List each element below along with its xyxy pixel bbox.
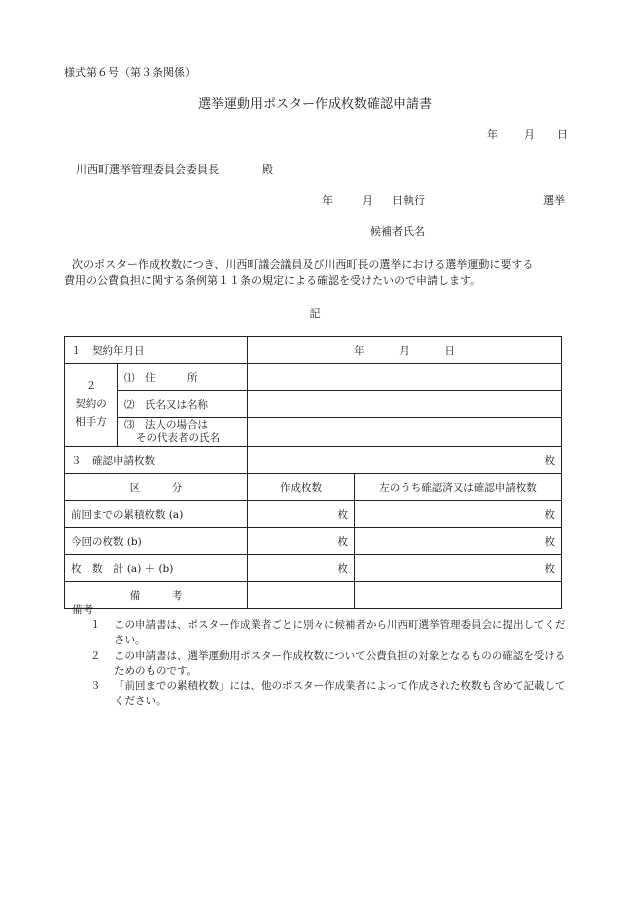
party-name-label: ⑵ 氏名又は名称 <box>118 391 248 418</box>
notes-heading: 備考 <box>72 604 93 616</box>
party-group-label2: 相手方 <box>75 415 107 428</box>
table-row <box>65 555 562 582</box>
confirmation-table <box>64 336 562 609</box>
col-produced-header: 作成枚数 <box>248 474 355 501</box>
addressee: 川西町選挙管理委員会委員長 <box>76 163 219 176</box>
column-header-row <box>65 474 562 501</box>
contract-date-row <box>65 337 562 364</box>
row-label: 枚 数 計 (a) ＋ (b) <box>65 555 248 582</box>
table-row <box>65 501 562 528</box>
note-text: この申請書は、選挙運動用ポスター作成枚数について公費負担の対象となるものの確認を受けるためのものです。 <box>114 649 566 677</box>
party-representative-field[interactable] <box>248 418 562 447</box>
body-paragraph-line1: 次のポスター作成枚数につき、川西町議会議員及び川西町長の選挙における選挙運動に要する <box>72 258 534 271</box>
note-text: この申請書は、ポスター作成業者ごとに別々に候補者から川西町選挙管理委員会に提出してください。 <box>114 619 566 647</box>
party-group-label1: 契約の <box>75 398 107 411</box>
produced-count-field[interactable]: 枚 <box>248 555 355 582</box>
confirmed-count-field[interactable]: 枚 <box>355 528 562 555</box>
form-number: 様式第６号（第３条関係） <box>64 66 196 79</box>
document-title: 選挙運動用ポスター作成枚数確認申請書 <box>197 97 432 112</box>
contract-date-label: １ 契約年月日 <box>65 337 248 364</box>
col-confirmed-header: 左のうち確認済又は確認申請枚数 <box>355 474 562 501</box>
party-name-row <box>65 391 562 418</box>
contract-date-year: 年 <box>354 344 365 357</box>
body-paragraph-line2: 費用の公費負担に関する条例第１１条の規定による確認を受けたいので申請します。 <box>64 274 482 287</box>
date-day: 日 <box>557 128 568 141</box>
contract-date-field[interactable] <box>248 337 562 364</box>
remarks-label: 備 考 <box>65 582 248 609</box>
date-year: 年 <box>487 128 498 141</box>
party-address-row <box>65 364 562 391</box>
note-number: ２ <box>90 649 101 662</box>
note-item <box>90 618 572 648</box>
election-month: 月 <box>362 194 373 207</box>
note-number: ３ <box>90 680 101 693</box>
confirm-count-label: ３ 確認申請枚数 <box>65 447 248 474</box>
confirm-count-field[interactable]: 枚 <box>248 447 562 474</box>
produced-count-field[interactable]: 枚 <box>248 501 355 528</box>
note-item <box>90 679 572 709</box>
row-label: 前回までの累積枚数 (a) <box>65 501 248 528</box>
contract-party-group <box>65 364 118 447</box>
contract-date-day: 日 <box>444 344 455 357</box>
rep-label-line1: ⑶ 法人の場合は <box>124 418 208 431</box>
candidate-name-label: 候補者氏名 <box>370 225 425 238</box>
table-row <box>65 528 562 555</box>
date-month: 月 <box>524 128 535 141</box>
party-address-label: ⑴ 住 所 <box>118 364 248 391</box>
party-group-number: ２ <box>85 380 97 393</box>
election-day: 日執行 <box>392 194 425 207</box>
col-category-header: 区 分 <box>65 474 248 501</box>
party-representative-label <box>118 418 248 447</box>
party-name-field[interactable] <box>248 391 562 418</box>
contract-date-month: 月 <box>399 344 410 357</box>
ki-marker: 記 <box>309 307 321 320</box>
party-representative-row <box>65 418 562 447</box>
honorific: 殿 <box>262 163 273 176</box>
produced-count-field[interactable]: 枚 <box>248 528 355 555</box>
note-text: 「前回までの累積枚数」には、他のポスター作成業者によって作成された枚数も含めて記載してください。 <box>114 680 566 708</box>
confirmed-count-field[interactable]: 枚 <box>355 555 562 582</box>
confirmed-count-field[interactable]: 枚 <box>355 501 562 528</box>
election-suffix: 選挙 <box>543 194 565 207</box>
election-year: 年 <box>322 194 333 207</box>
rep-label-line2: その代表者の氏名 <box>136 432 220 444</box>
confirm-count-row <box>65 447 562 474</box>
notes-section <box>72 603 572 710</box>
row-label: 今回の枚数 (b) <box>65 528 248 555</box>
note-item <box>90 649 572 679</box>
party-address-field[interactable] <box>248 364 562 391</box>
note-number: １ <box>90 619 101 632</box>
